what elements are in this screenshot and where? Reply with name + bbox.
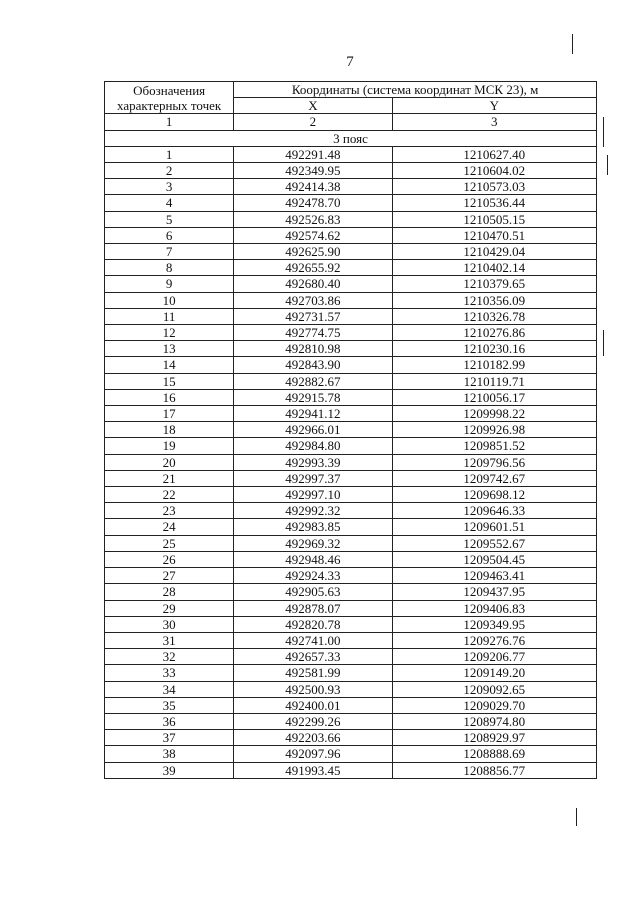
point-number-cell: 28 <box>105 584 234 600</box>
x-coordinate-cell: 492655.92 <box>234 260 392 276</box>
table-row <box>105 503 597 519</box>
coordinates-table <box>104 81 597 779</box>
point-number-cell: 39 <box>105 762 234 778</box>
header-coordinates: Координаты (система координат МСК 23), м <box>234 82 597 98</box>
point-number-cell: 3 <box>105 179 234 195</box>
table-row <box>105 211 597 227</box>
point-number-cell: 16 <box>105 389 234 405</box>
table-row <box>105 244 597 260</box>
table-row <box>105 649 597 665</box>
point-number-cell: 25 <box>105 535 234 551</box>
point-number-cell: 11 <box>105 308 234 324</box>
table-row <box>105 438 597 454</box>
table-row <box>105 730 597 746</box>
y-coordinate-cell: 1209437.95 <box>392 584 596 600</box>
scan-artifact-line <box>572 34 573 54</box>
table-row <box>105 551 597 567</box>
x-coordinate-cell: 492291.48 <box>234 146 392 162</box>
point-number-cell: 15 <box>105 373 234 389</box>
point-number-cell: 4 <box>105 195 234 211</box>
x-coordinate-cell: 492203.66 <box>234 730 392 746</box>
point-number-cell: 22 <box>105 487 234 503</box>
point-number-cell: 27 <box>105 568 234 584</box>
y-coordinate-cell: 1209276.76 <box>392 632 596 648</box>
point-number-cell: 32 <box>105 649 234 665</box>
y-coordinate-cell: 1208929.97 <box>392 730 596 746</box>
y-coordinate-cell: 1209646.33 <box>392 503 596 519</box>
x-coordinate-cell: 492400.01 <box>234 697 392 713</box>
x-coordinate-cell: 492915.78 <box>234 389 392 405</box>
x-coordinate-cell: 492984.80 <box>234 438 392 454</box>
y-coordinate-cell: 1209092.65 <box>392 681 596 697</box>
y-coordinate-cell: 1208888.69 <box>392 746 596 762</box>
table-row <box>105 487 597 503</box>
point-number-cell: 18 <box>105 422 234 438</box>
point-number-cell: 36 <box>105 713 234 729</box>
y-coordinate-cell: 1209851.52 <box>392 438 596 454</box>
y-coordinate-cell: 1210470.51 <box>392 227 596 243</box>
x-coordinate-cell: 492905.63 <box>234 584 392 600</box>
point-number-cell: 6 <box>105 227 234 243</box>
x-coordinate-cell: 492997.10 <box>234 487 392 503</box>
point-number-cell: 20 <box>105 454 234 470</box>
y-coordinate-cell: 1208856.77 <box>392 762 596 778</box>
table-row <box>105 373 597 389</box>
y-coordinate-cell: 1209998.22 <box>392 406 596 422</box>
point-number-cell: 12 <box>105 325 234 341</box>
x-coordinate-cell: 492966.01 <box>234 422 392 438</box>
header-col-num-2: 2 <box>234 114 392 130</box>
table-row <box>105 568 597 584</box>
header-point-designation: Обозначения характерных точек <box>105 82 234 114</box>
table-row <box>105 260 597 276</box>
y-coordinate-cell: 1209926.98 <box>392 422 596 438</box>
x-coordinate-cell: 492581.99 <box>234 665 392 681</box>
y-coordinate-cell: 1209796.56 <box>392 454 596 470</box>
point-number-cell: 30 <box>105 616 234 632</box>
point-number-cell: 24 <box>105 519 234 535</box>
x-coordinate-cell: 492741.00 <box>234 632 392 648</box>
y-coordinate-cell: 1208974.80 <box>392 713 596 729</box>
point-rows <box>105 146 597 778</box>
y-coordinate-cell: 1210182.99 <box>392 357 596 373</box>
x-coordinate-cell: 492992.32 <box>234 503 392 519</box>
y-coordinate-cell: 1209029.70 <box>392 697 596 713</box>
x-coordinate-cell: 492843.90 <box>234 357 392 373</box>
header-col-num-3: 3 <box>392 114 596 130</box>
y-coordinate-cell: 1210119.71 <box>392 373 596 389</box>
x-coordinate-cell: 492625.90 <box>234 244 392 260</box>
table-row <box>105 292 597 308</box>
page-number: 7 <box>346 54 354 70</box>
y-coordinate-cell: 1209206.77 <box>392 649 596 665</box>
table-row <box>105 632 597 648</box>
table-row <box>105 600 597 616</box>
y-coordinate-cell: 1210505.15 <box>392 211 596 227</box>
x-coordinate-cell: 492574.62 <box>234 227 392 243</box>
x-coordinate-cell: 492097.96 <box>234 746 392 762</box>
table-row <box>105 697 597 713</box>
x-coordinate-cell: 492969.32 <box>234 535 392 551</box>
point-number-cell: 21 <box>105 470 234 486</box>
scan-artifact-line <box>603 117 604 147</box>
x-coordinate-cell: 492500.93 <box>234 681 392 697</box>
point-number-cell: 14 <box>105 357 234 373</box>
table-row <box>105 746 597 762</box>
point-number-cell: 38 <box>105 746 234 762</box>
y-coordinate-cell: 1209698.12 <box>392 487 596 503</box>
point-number-cell: 9 <box>105 276 234 292</box>
table-row <box>105 584 597 600</box>
table-row <box>105 195 597 211</box>
y-coordinate-cell: 1210429.04 <box>392 244 596 260</box>
point-number-cell: 29 <box>105 600 234 616</box>
point-number-cell: 23 <box>105 503 234 519</box>
x-coordinate-cell: 492299.26 <box>234 713 392 729</box>
y-coordinate-cell: 1209742.67 <box>392 470 596 486</box>
table-row <box>105 357 597 373</box>
table-row <box>105 535 597 551</box>
y-coordinate-cell: 1209406.83 <box>392 600 596 616</box>
table-row <box>105 163 597 179</box>
zone-row <box>105 130 597 146</box>
table-row <box>105 227 597 243</box>
header-x: X <box>234 98 392 114</box>
table-column-number-row <box>105 114 597 130</box>
y-coordinate-cell: 1210402.14 <box>392 260 596 276</box>
x-coordinate-cell: 492478.70 <box>234 195 392 211</box>
table-row <box>105 422 597 438</box>
point-number-cell: 8 <box>105 260 234 276</box>
table-row <box>105 146 597 162</box>
x-coordinate-cell: 492983.85 <box>234 519 392 535</box>
x-coordinate-cell: 492810.98 <box>234 341 392 357</box>
point-number-cell: 13 <box>105 341 234 357</box>
x-coordinate-cell: 492731.57 <box>234 308 392 324</box>
y-coordinate-cell: 1210627.40 <box>392 146 596 162</box>
y-coordinate-cell: 1209349.95 <box>392 616 596 632</box>
table-header-row <box>105 82 597 98</box>
y-coordinate-cell: 1210276.86 <box>392 325 596 341</box>
table-row <box>105 665 597 681</box>
point-number-cell: 2 <box>105 163 234 179</box>
point-number-cell: 34 <box>105 681 234 697</box>
table-row <box>105 616 597 632</box>
y-coordinate-cell: 1209149.20 <box>392 665 596 681</box>
y-coordinate-cell: 1210326.78 <box>392 308 596 324</box>
point-number-cell: 26 <box>105 551 234 567</box>
table-row <box>105 341 597 357</box>
y-coordinate-cell: 1209552.67 <box>392 535 596 551</box>
table-row <box>105 519 597 535</box>
table-row <box>105 470 597 486</box>
table-row <box>105 454 597 470</box>
point-number-cell: 17 <box>105 406 234 422</box>
y-coordinate-cell: 1210230.16 <box>392 341 596 357</box>
y-coordinate-cell: 1210356.09 <box>392 292 596 308</box>
y-coordinate-cell: 1210379.65 <box>392 276 596 292</box>
x-coordinate-cell: 492774.75 <box>234 325 392 341</box>
y-coordinate-cell: 1210573.03 <box>392 179 596 195</box>
point-number-cell: 31 <box>105 632 234 648</box>
x-coordinate-cell: 492941.12 <box>234 406 392 422</box>
x-coordinate-cell: 492997.37 <box>234 470 392 486</box>
y-coordinate-cell: 1210604.02 <box>392 163 596 179</box>
point-number-cell: 7 <box>105 244 234 260</box>
x-coordinate-cell: 492349.95 <box>234 163 392 179</box>
x-coordinate-cell: 492882.67 <box>234 373 392 389</box>
point-number-cell: 33 <box>105 665 234 681</box>
table-row <box>105 713 597 729</box>
table-row <box>105 389 597 405</box>
x-coordinate-cell: 492878.07 <box>234 600 392 616</box>
y-coordinate-cell: 1209601.51 <box>392 519 596 535</box>
x-coordinate-cell: 491993.45 <box>234 762 392 778</box>
point-number-cell: 10 <box>105 292 234 308</box>
x-coordinate-cell: 492993.39 <box>234 454 392 470</box>
point-number-cell: 35 <box>105 697 234 713</box>
y-coordinate-cell: 1209463.41 <box>392 568 596 584</box>
y-coordinate-cell: 1210536.44 <box>392 195 596 211</box>
table-row <box>105 179 597 195</box>
table-row <box>105 308 597 324</box>
x-coordinate-cell: 492414.38 <box>234 179 392 195</box>
x-coordinate-cell: 492820.78 <box>234 616 392 632</box>
table-row <box>105 325 597 341</box>
point-number-cell: 1 <box>105 146 234 162</box>
y-coordinate-cell: 1209504.45 <box>392 551 596 567</box>
table-row <box>105 276 597 292</box>
header-col-num-1: 1 <box>105 114 234 130</box>
scan-artifact-line <box>607 155 608 175</box>
x-coordinate-cell: 492948.46 <box>234 551 392 567</box>
table-row <box>105 681 597 697</box>
x-coordinate-cell: 492526.83 <box>234 211 392 227</box>
scan-artifact-line <box>603 330 604 356</box>
x-coordinate-cell: 492703.86 <box>234 292 392 308</box>
y-coordinate-cell: 1210056.17 <box>392 389 596 405</box>
point-number-cell: 37 <box>105 730 234 746</box>
point-number-cell: 5 <box>105 211 234 227</box>
table-row <box>105 762 597 778</box>
zone-label: 3 пояс <box>105 130 597 146</box>
scan-artifact-line <box>576 808 577 826</box>
x-coordinate-cell: 492680.40 <box>234 276 392 292</box>
x-coordinate-cell: 492657.33 <box>234 649 392 665</box>
point-number-cell: 19 <box>105 438 234 454</box>
header-y: Y <box>392 98 596 114</box>
table-row <box>105 406 597 422</box>
x-coordinate-cell: 492924.33 <box>234 568 392 584</box>
